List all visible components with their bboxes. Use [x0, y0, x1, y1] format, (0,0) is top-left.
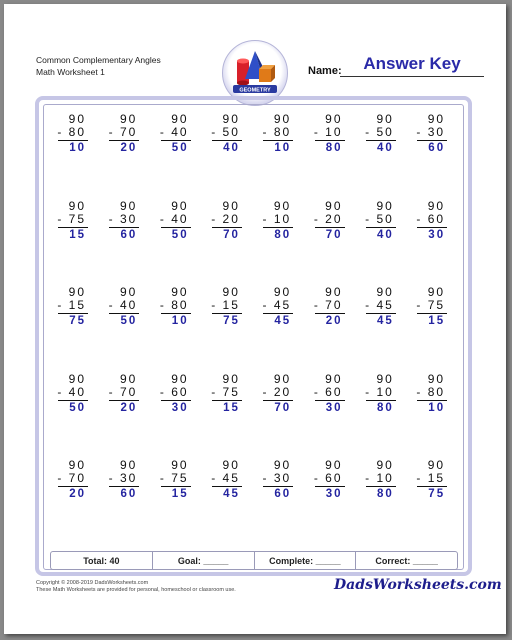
- subtraction-problem: [360, 372, 400, 416]
- answer: 60: [120, 228, 138, 241]
- answer-line: [366, 313, 396, 314]
- answer-line: [109, 486, 139, 487]
- answer-line: [366, 140, 396, 141]
- subtrahend: - 70: [313, 298, 343, 312]
- answer: 10: [274, 142, 292, 154]
- minuend: 90: [273, 285, 292, 299]
- answer-line: [417, 486, 447, 487]
- answer-line: [263, 400, 293, 401]
- subtraction-problem: [52, 458, 92, 502]
- subtraction-problem: [103, 112, 143, 156]
- subtraction-problem: [155, 458, 195, 502]
- answer-line: [212, 313, 242, 314]
- subtrahend: - 30: [262, 471, 292, 485]
- answer: 40: [377, 228, 394, 241]
- total-cell: Total: 40: [51, 552, 153, 569]
- subtraction-problem: [309, 458, 349, 502]
- answer: 80: [274, 228, 292, 241]
- subtraction-problem: [360, 285, 400, 329]
- answer-line: [417, 313, 447, 314]
- answer: 45: [223, 488, 240, 500]
- subtrahend: - 80: [57, 125, 86, 139]
- answer: 30: [428, 228, 446, 241]
- subtraction-problem: [52, 199, 92, 243]
- name-input-line: [340, 76, 484, 77]
- answer-line: [366, 400, 396, 401]
- answer-line: [263, 140, 293, 141]
- answer-line: [263, 313, 293, 314]
- answer-line: [58, 486, 88, 487]
- minuend: 90: [222, 112, 240, 126]
- answer-line: [417, 140, 447, 141]
- name-label: Name:: [308, 65, 342, 77]
- subtrahend: - 10: [365, 384, 394, 399]
- answer: 45: [377, 315, 394, 327]
- goal-cell: Goal: _____: [153, 552, 255, 569]
- subtraction-problem: [411, 199, 451, 243]
- minuend: 90: [171, 198, 189, 213]
- answer-line: [161, 140, 191, 141]
- subtrahend: - 40: [159, 125, 189, 139]
- minuend: 90: [222, 285, 240, 299]
- answer-line: [315, 313, 345, 314]
- subtraction-problem: [155, 112, 195, 156]
- answer: 50: [120, 315, 138, 327]
- answer: 30: [171, 401, 189, 414]
- subtraction-problem: [206, 285, 246, 329]
- answer: 10: [171, 315, 189, 327]
- minuend: 90: [325, 285, 343, 299]
- subtraction-problem: [206, 199, 246, 243]
- minuend: 90: [119, 112, 138, 126]
- subtraction-problem: [52, 285, 92, 329]
- subtraction-problem: [411, 372, 451, 416]
- subtraction-problem: [206, 458, 246, 502]
- answer-line: [315, 227, 345, 228]
- subtrahend: - 80: [416, 384, 446, 399]
- answer-line: [58, 140, 88, 141]
- answer: 75: [223, 315, 240, 327]
- subtrahend: - 60: [159, 384, 189, 399]
- answer-line: [161, 486, 191, 487]
- subtrahend: - 40: [108, 298, 138, 312]
- minuend: 90: [171, 285, 189, 299]
- minuend: 90: [273, 112, 292, 126]
- subtraction-problem: [206, 112, 246, 156]
- answer: 15: [171, 488, 189, 500]
- answer: 10: [69, 142, 86, 154]
- answer: 70: [274, 401, 292, 414]
- copyright-line-2: These Math Worksheets are provided for personal, homeschool or classroom use.: [36, 587, 236, 593]
- answer: 60: [120, 488, 138, 500]
- problems-grid: [48, 112, 462, 542]
- answer-line: [109, 400, 139, 401]
- answer: 15: [428, 315, 446, 327]
- answer: 30: [325, 401, 343, 414]
- subtraction-problem: [360, 112, 400, 156]
- answer-line: [263, 486, 293, 487]
- answer-line: [366, 227, 396, 228]
- subtrahend: - 80: [159, 298, 189, 312]
- answer: 50: [171, 142, 189, 154]
- answer: 70: [325, 228, 343, 241]
- subtrahend: - 45: [211, 471, 240, 485]
- answer-line: [161, 227, 191, 228]
- subtrahend: - 50: [211, 125, 240, 139]
- minuend: 90: [68, 198, 86, 213]
- minuend: 90: [427, 285, 446, 299]
- title-line-2: Math Worksheet 1: [36, 67, 105, 77]
- minuend: 90: [376, 458, 394, 472]
- answer: 20: [325, 315, 343, 327]
- minuend: 90: [273, 458, 292, 472]
- answer-line: [212, 227, 242, 228]
- minuend: 90: [119, 371, 138, 386]
- answer: 15: [223, 401, 240, 414]
- subtrahend: - 30: [108, 471, 138, 485]
- subtraction-problem: [155, 285, 195, 329]
- answer-line: [417, 227, 447, 228]
- answer: 80: [325, 142, 343, 154]
- minuend: 90: [325, 371, 343, 386]
- answer: 80: [377, 401, 394, 414]
- subtrahend: - 20: [313, 211, 343, 226]
- answer-line: [109, 313, 139, 314]
- minuend: 90: [68, 458, 86, 472]
- subtraction-problem: [103, 199, 143, 243]
- answer-line: [58, 313, 88, 314]
- minuend: 90: [222, 458, 240, 472]
- subtraction-problem: [360, 199, 400, 243]
- answer-line: [212, 486, 242, 487]
- minuend: 90: [68, 371, 86, 386]
- subtraction-problem: [206, 372, 246, 416]
- answer-line: [58, 400, 88, 401]
- minuend: 90: [222, 198, 240, 213]
- worksheet-title: [36, 54, 161, 78]
- subtrahend: - 15: [57, 298, 86, 312]
- answer: 20: [69, 488, 86, 500]
- subtraction-problem: [411, 112, 451, 156]
- minuend: 90: [273, 371, 292, 386]
- subtrahend: - 40: [159, 211, 189, 226]
- subtrahend: - 40: [57, 384, 86, 399]
- copyright-notice: [36, 580, 236, 594]
- minuend: 90: [119, 285, 138, 299]
- title-line-1: Common Complementary Angles: [36, 55, 161, 65]
- subtrahend: - 50: [365, 211, 394, 226]
- answer-line: [212, 400, 242, 401]
- subtrahend: - 45: [365, 298, 394, 312]
- answer-line: [315, 140, 345, 141]
- minuend: 90: [376, 198, 394, 213]
- subtraction-problem: [103, 372, 143, 416]
- logo-text: GEOMETRY: [239, 87, 271, 94]
- subtrahend: - 60: [313, 384, 343, 399]
- subtrahend: - 15: [211, 298, 240, 312]
- answer: 60: [274, 488, 292, 500]
- subtrahend: - 75: [211, 384, 240, 399]
- subtrahend: - 70: [108, 125, 138, 139]
- answer: 70: [223, 228, 240, 241]
- complete-cell: Complete: _____: [255, 552, 357, 569]
- correct-cell: Correct: _____: [375, 555, 438, 566]
- answer: 20: [120, 401, 138, 414]
- subtrahend: - 10: [313, 125, 343, 139]
- subtrahend: - 15: [416, 471, 446, 485]
- subtrahend: - 70: [108, 384, 138, 399]
- subtrahend: - 10: [262, 211, 292, 226]
- minuend: 90: [119, 198, 138, 213]
- answer-line: [417, 400, 447, 401]
- subtraction-problem: [411, 285, 451, 329]
- subtrahend: - 75: [57, 211, 86, 226]
- subtrahend: - 60: [313, 471, 343, 485]
- answer: 50: [69, 401, 86, 414]
- answer-line: [161, 400, 191, 401]
- subtraction-problem: [155, 372, 195, 416]
- answer-key-text: Answer Key: [363, 54, 461, 73]
- answer: 10: [428, 401, 446, 414]
- subtraction-problem: [103, 458, 143, 502]
- minuend: 90: [376, 285, 394, 299]
- minuend: 90: [427, 371, 446, 386]
- subtrahend: - 75: [159, 471, 189, 485]
- answer: 20: [120, 142, 138, 154]
- subtrahend: - 75: [416, 298, 446, 312]
- minuend: 90: [427, 458, 446, 472]
- subtraction-problem: [309, 199, 349, 243]
- subtrahend: - 70: [57, 471, 86, 485]
- answer: 45: [274, 315, 292, 327]
- minuend: 90: [171, 112, 189, 126]
- subtraction-problem: [155, 199, 195, 243]
- subtraction-problem: [309, 112, 349, 156]
- answer: 50: [171, 228, 189, 241]
- brand-logo: DadsWorksheets.com: [334, 577, 502, 593]
- answer-line: [315, 400, 345, 401]
- minuend: 90: [376, 112, 394, 126]
- subtraction-problem: [257, 112, 297, 156]
- answer: 15: [69, 228, 86, 241]
- minuend: 90: [222, 371, 240, 386]
- subtrahend: - 20: [262, 384, 292, 399]
- answer: 75: [69, 315, 86, 327]
- minuend: 90: [68, 112, 86, 126]
- subtrahend: - 30: [416, 125, 446, 139]
- subtraction-problem: [52, 112, 92, 156]
- subtrahend: - 60: [416, 211, 446, 226]
- minuend: 90: [325, 112, 343, 126]
- answer: 75: [428, 488, 446, 500]
- minuend: 90: [427, 198, 446, 213]
- subtraction-problem: [257, 285, 297, 329]
- answer-line: [263, 227, 293, 228]
- subtraction-problem: [52, 372, 92, 416]
- subtrahend: - 20: [211, 211, 240, 226]
- answer: 40: [377, 142, 394, 154]
- minuend: 90: [68, 285, 86, 299]
- minuend: 90: [325, 458, 343, 472]
- answer-line: [161, 313, 191, 314]
- subtrahend: - 30: [108, 211, 138, 226]
- subtraction-problem: [257, 199, 297, 243]
- copyright-line-1: Copyright © 2008-2019 DadsWorksheets.com: [36, 580, 149, 586]
- minuend: 90: [171, 458, 189, 472]
- subtrahend: - 80: [262, 125, 292, 139]
- minuend: 90: [325, 198, 343, 213]
- answer-line: [109, 140, 139, 141]
- subtrahend: - 45: [262, 298, 292, 312]
- answer: 40: [223, 142, 240, 154]
- answer-line: [58, 227, 88, 228]
- answer-line: [366, 486, 396, 487]
- answer: 30: [325, 488, 343, 500]
- answer-line: [212, 140, 242, 141]
- minuend: 90: [119, 458, 138, 472]
- score-bar: [50, 551, 458, 570]
- minuend: 90: [376, 371, 394, 386]
- answer: 60: [428, 142, 446, 154]
- answer-line: [109, 227, 139, 228]
- subtraction-problem: [309, 285, 349, 329]
- subtraction-problem: [103, 285, 143, 329]
- answer-line: [315, 486, 345, 487]
- subtraction-problem: [360, 458, 400, 502]
- subtrahend: - 10: [365, 471, 394, 485]
- subtraction-problem: [309, 372, 349, 416]
- minuend: 90: [171, 371, 189, 386]
- subtraction-problem: [411, 458, 451, 502]
- minuend: 90: [273, 198, 292, 213]
- subtrahend: - 50: [365, 125, 394, 139]
- subtraction-problem: [257, 372, 297, 416]
- answer: 80: [377, 488, 394, 500]
- subtraction-problem: [257, 458, 297, 502]
- minuend: 90: [427, 112, 446, 126]
